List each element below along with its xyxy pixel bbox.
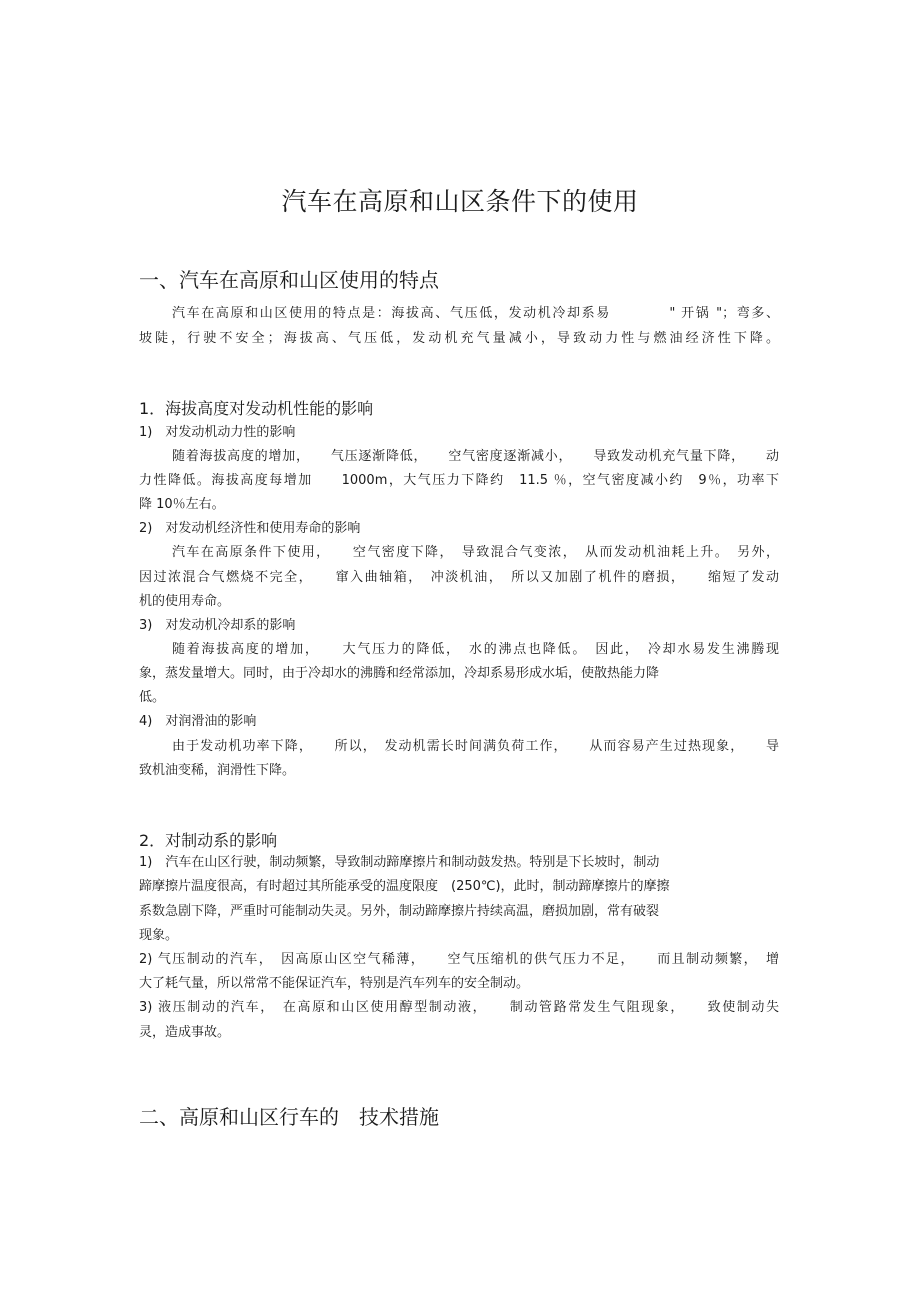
- intro-line-2: 坡陡，行驶不安全；海拔高、气压低，发动机充气量减小，导致动力性与燃油经济性下降。: [139, 331, 779, 346]
- section-1-heading: 一、汽车在高原和山区使用的特点: [139, 268, 439, 292]
- brake-line-5: 2) 气压制动的汽车， 因高原山区空气稀薄， 空气压缩机的供气压力不足， 而且制动频繁， 增: [139, 952, 779, 967]
- section-2-heading: 二、高原和山区行车的 技术措施: [139, 1105, 439, 1129]
- brake-line-6: 大了耗气量，所以常常不能保证汽车，特别是汽车列车的安全制动。: [139, 976, 530, 991]
- brake-line-2: 蹄摩擦片温度很高，有时超过其所能承受的温度限度 (250℃)，此时，制动蹄摩擦片的摩擦: [139, 879, 670, 894]
- item-4-label: 4) 对润滑油的影响: [139, 714, 257, 729]
- item-3-label: 3) 对发动机冷却系的影响: [139, 618, 296, 633]
- item-3-line-3: 低。: [139, 690, 166, 705]
- page-title: 汽车在高原和山区条件下的使用: [281, 187, 639, 216]
- item-1-label: 1) 对发动机动力性的影响: [139, 425, 296, 440]
- intro-line-1: 汽车在高原和山区使用的特点是：海拔高、气压低，发动机冷却系易 " 开锅 "；弯多、: [172, 306, 779, 321]
- brake-line-1: 1) 汽车在山区行驶，制动频繁，导致制动蹄摩擦片和制动鼓发热。特别是下长坡时，制动: [139, 855, 660, 870]
- item-2-line-2: 因过浓混合气燃烧不完全， 窜入曲轴箱， 冲淡机油， 所以又加剧了机件的磨损， 缩短了发动: [139, 570, 779, 585]
- brake-line-4: 现象。: [139, 928, 179, 943]
- item-1-line-3: 降 10％左右。: [139, 497, 225, 512]
- item-3-line-1: 随着海拔高度的增加， 大气压力的降低， 水的沸点也降低。 因此， 冷却水易发生沸腾现: [172, 642, 779, 657]
- subsection-2-heading: 2．对制动系的影响: [139, 831, 278, 850]
- item-4-line-1: 由于发动机功率下降， 所以， 发动机需长时间满负荷工作， 从而容易产生过热现象， 导: [172, 739, 779, 754]
- item-3-line-2: 象，蒸发量增大。同时，由于冷却水的沸腾和经常添加，冷却系易形成水垢，使散热能力降: [139, 666, 660, 681]
- item-1-line-2: 力性降低。海拔高度每增加 1000m，大气压力下降约 11.5 ％，空气密度减小约 9％，功率下: [139, 473, 779, 488]
- subsection-1-heading: 1．海拔高度对发动机性能的影响: [139, 399, 374, 418]
- item-1-line-1: 随着海拔高度的增加， 气压逐渐降低， 空气密度逐渐减小， 导致发动机充气量下降， 动: [172, 449, 779, 464]
- item-4-line-2: 致机油变稀，润滑性下降。: [139, 763, 296, 778]
- item-2-line-3: 机的使用寿命。: [139, 594, 231, 609]
- item-2-label: 2) 对发动机经济性和使用寿命的影响: [139, 521, 361, 536]
- brake-line-8: 灵，造成事故。: [139, 1025, 231, 1040]
- item-2-line-1: 汽车在高原条件下使用， 空气密度下降， 导致混合气变浓， 从而发动机油耗上升。 另外，: [172, 545, 779, 560]
- brake-line-3: 系数急剧下降，严重时可能制动失灵。另外，制动蹄摩擦片持续高温，磨损加剧，常有破裂: [139, 904, 660, 919]
- brake-line-7: 3) 液压制动的汽车， 在高原和山区使用醇型制动液， 制动管路常发生气阻现象， 致使制动失: [139, 1000, 779, 1015]
